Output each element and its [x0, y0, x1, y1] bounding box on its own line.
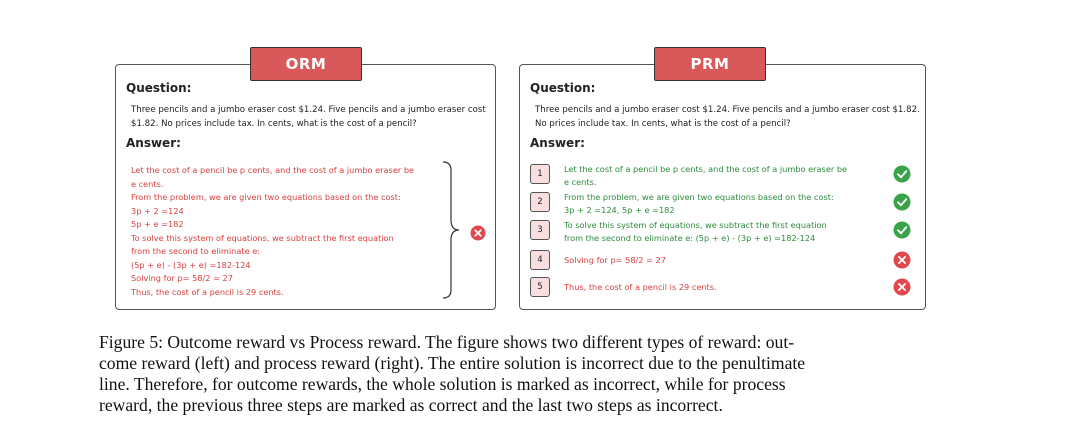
cross-icon [893, 251, 911, 269]
step-number: 2 [530, 192, 550, 212]
step-line: To solve this system of equations, we subtract the first equation [564, 220, 827, 230]
orm-question-line: Three pencils and a jumbo eraser cost $1.24. Five pencils and a jumbo eraser cost [131, 105, 486, 115]
prm-step [530, 192, 910, 214]
step-line: from the second to eliminate e: (5p + e) - (3p + e) =182-124 [564, 232, 816, 243]
orm-question-label: Question: [126, 81, 192, 95]
step-line: From the problem, we are given two equations based on the cost: [564, 192, 834, 202]
step-text [564, 281, 884, 294]
orm-answer-line: Let the cost of a pencil be p cents, and the cost of a jumbo eraser be [131, 165, 415, 175]
orm-question-text [131, 103, 486, 131]
prm-step [530, 220, 910, 242]
orm-answer-line: e cents. [131, 178, 164, 189]
prm-step [530, 277, 910, 299]
cross-icon [893, 278, 911, 296]
step-text [564, 254, 884, 267]
step-text [564, 219, 884, 244]
orm-answer-line: from the second to eliminate e: [131, 246, 261, 256]
figure-caption [99, 332, 959, 416]
caption-line: reward, the previous three steps are marked as correct and the last two steps as incorrect. [99, 395, 723, 415]
check-icon [893, 193, 911, 211]
step-number: 5 [530, 277, 550, 297]
orm-question-line: $1.82. No prices include tax. In cents, what is the cost of a pencil? [131, 119, 417, 129]
check-icon [893, 221, 911, 239]
orm-answer-line: Solving for p= 58/2 = 27 [131, 273, 233, 283]
orm-answer-text [131, 164, 451, 299]
prm-answer-label: Answer: [530, 136, 585, 150]
prm-panel [519, 55, 926, 310]
check-icon [893, 165, 911, 183]
step-number: 4 [530, 250, 550, 270]
prm-question-text [535, 103, 920, 131]
orm-answer-line: 3p + 2 =124 [131, 205, 184, 216]
prm-step [530, 250, 910, 272]
orm-answer-line: (5p + e) - (3p + e) =182-124 [131, 259, 251, 270]
step-number: 1 [530, 164, 550, 184]
brace-icon [441, 160, 461, 300]
orm-answer-line: From the problem, we are given two equations based on the cost: [131, 192, 401, 202]
prm-question-label: Question: [530, 81, 596, 95]
step-line: Thus, the cost of a pencil is 29 cents. [564, 282, 717, 292]
step-number: 3 [530, 220, 550, 240]
step-line: 3p + 2 =124, 5p + e =182 [564, 204, 675, 215]
step-line: e cents. [564, 176, 597, 187]
step-text [564, 163, 884, 188]
orm-answer-line: 5p + e =182 [131, 219, 184, 229]
step-text [564, 191, 884, 216]
orm-answer-line: To solve this system of equations, we subtract the first equation [131, 232, 394, 243]
orm-answer-label: Answer: [126, 136, 181, 150]
orm-panel [115, 55, 496, 310]
prm-step [530, 164, 910, 186]
prm-question-line: Three pencils and a jumbo eraser cost $1.24. Five pencils and a jumbo eraser cost $1.82. [535, 105, 920, 115]
orm-answer-line: Thus, the cost of a pencil is 29 cents. [131, 286, 284, 297]
orm-tag: ORM [250, 47, 362, 81]
step-line: Solving for p= 58/2 = 27 [564, 255, 666, 265]
caption-line: Figure 5: Outcome reward vs Process reward. The figure shows two different types of reward: out- [99, 332, 795, 352]
prm-tag: PRM [654, 47, 766, 81]
step-line: Let the cost of a pencil be p cents, and the cost of a jumbo eraser be [564, 164, 848, 174]
cross-icon [470, 225, 486, 241]
prm-question-line: No prices include tax. In cents, what is the cost of a pencil? [535, 119, 791, 129]
caption-line: come reward (left) and process reward (right). The entire solution is incorrect due to the penultimate [99, 353, 806, 373]
caption-line: line. Therefore, for outcome rewards, the whole solution is marked as incorrect, while for process [99, 374, 786, 394]
